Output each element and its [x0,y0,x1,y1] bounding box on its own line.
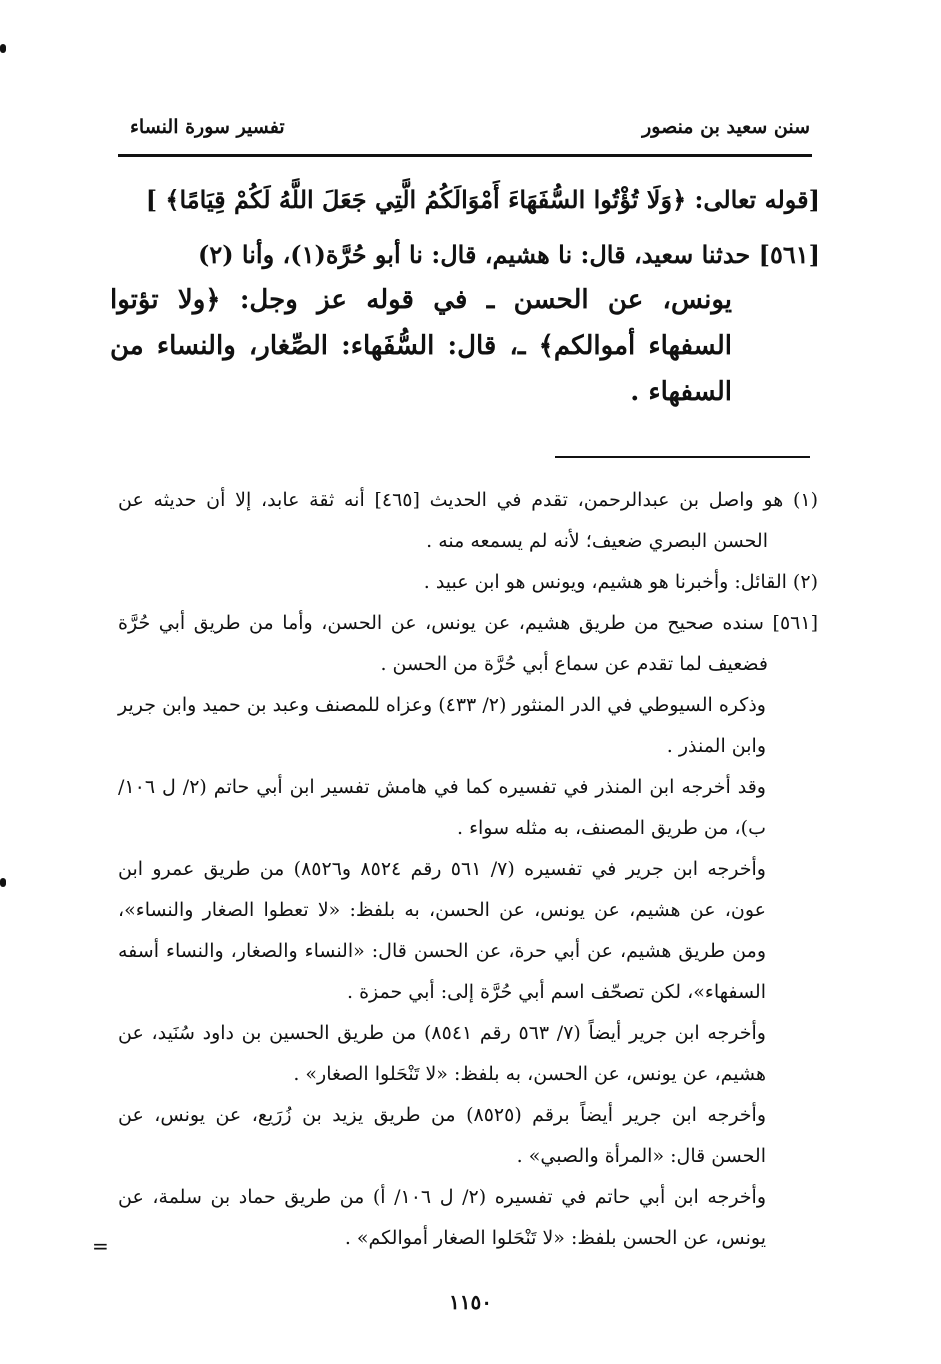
commentary-paragraph: وقد أخرجه ابن المنذر في تفسيره كما في هامش تفسير ابن أبي حاتم (٢/ ل ١٠٦/ ب)، من طريق المصنف، به مثله سواء . [118,776,766,839]
commentary-intro: [٥٦١] سنده صحيح من طريق هشيم، عن يونس، عن الحسن، وأما من طريق أبي حُرَّة فضعيف لما تقدم عن سماع أبي حُرَّة من الحسن . [118,612,818,675]
commentary-paragraph: وأخرجه ابن جرير أيضاً برقم (٨٥٢٥) من طريق يزيد بن زُرَيع، عن يونس، عن الحسن قال: «المرأة والصبي» . [118,1104,766,1167]
commentary-paragraph: وأخرجه ابن جرير أيضاً (٧/ ٥٦٣ رقم ٨٥٤١) من طريق الحسين بن داود سُنَيد، عن هشيم، عن يونس، عن الحسن، به بلفظ: «لا تَنْحَلوا الصغار» . [118,1022,766,1085]
running-header [120,110,810,150]
commentary-paragraph: وذكره السيوطي في الدر المنثور (٢/ ٤٣٣) وعزاه للمصنف وعبد بن حميد وابن جرير وابن المنذر . [118,694,766,757]
scan-mark [0,44,6,53]
continuation-mark: = [92,1234,109,1258]
footnote: (٢) القائل: وأخبرنا هو هشيم، ويونس هو ابن عبيد . [423,571,818,593]
footnote: (١) هو واصل بن عبدالرحمن، تقدم في الحديث [٤٦٥] أنه ثقة عابد، إلا أن حديثه عن الحسن البصري ضعيف؛ لأنه لم يسمعه منه . [118,489,818,552]
commentary-paragraph: وأخرجه ابن أبي حاتم في تفسيره (٢/ ل ١٠٦/ أ) من طريق حماد بن سلمة، عن يونس، عن الحسن بلفظ: «لا تَنْحَلوا الصغار أموالكم» . [118,1186,767,1249]
book-title: سنن سعيد بن منصور [642,116,810,138]
chapter-heading: [قوله تعالى: ﴿وَلَا تُؤْتُوا السُّفَهَاءَ أَمْوَالَكُمُ الَّتِي جَعَلَ اللَّهُ لَكُمْ قِيَامًا﴾ ] [145,185,820,214]
section-title: تفسير سورة النساء [130,116,285,138]
hadith-text [110,240,820,415]
page-number: ١١٥٠ [449,1290,492,1314]
footnote-separator [555,456,810,458]
footnotes-section [118,480,818,1259]
scan-mark [0,878,6,887]
hadith-body: يونس، عن الحسن ـ في قوله عز وجل: ﴿ولا تؤتوا السفهاء أموالكم﴾ ـ، قال: السُّفَهاء: الصِّغار، والنساء من السفهاء . [110,285,732,407]
header-rule [118,154,812,157]
commentary-paragraph: وأخرجه ابن جرير في تفسيره (٧/ ٥٦١ رقم ٨٥٢٤ و٨٥٢٦) من طريق عمرو ابن عون، عن هشيم، عن يونس، عن الحسن، به بلفظ: «لا تعطوا الصغار والنساء»، ومن طريق هشيم، عن أبي حرة، عن الحسن قال: «النساء والصغار، والنساء أسفه السفهاء»، لكن تصحّف اسم أبي حُرَّة إلى: أبي حمزة . [118,858,766,1003]
hadith-isnad-line: [٥٦١] حدثنا سعيد، قال: نا هشيم، قال: نا أبو حُرَّة(١)، وأنا (٢) [197,240,820,269]
